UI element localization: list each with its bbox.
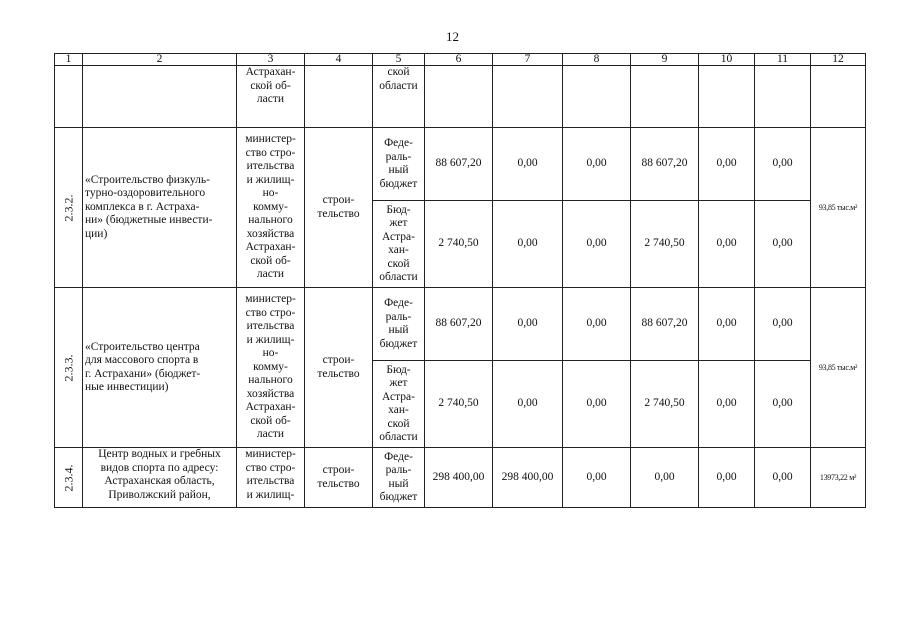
budget-table	[54, 53, 866, 508]
value-cell: 0,00	[755, 288, 811, 361]
value-cell: 0,00	[755, 201, 811, 288]
value-cell: 0,00	[563, 128, 631, 201]
value-cell: 0,00	[563, 288, 631, 361]
value-cell: 2 740,50	[425, 361, 493, 448]
object-name: Центр водных и гребных видов спорта по адресу: Астраханская область, Приволжский район,	[83, 448, 237, 508]
table-row	[55, 288, 866, 361]
header-cell: 2	[83, 54, 237, 66]
header-cell: 1	[55, 54, 83, 66]
value-cell: 298 400,00	[425, 448, 493, 508]
header-cell: 4	[305, 54, 373, 66]
value-cell: 0,00	[493, 128, 563, 201]
value-cell: 0,00	[493, 361, 563, 448]
source-cell: ской области	[373, 66, 425, 128]
value-cell: 88 607,20	[631, 288, 699, 361]
value-cell: 0,00	[563, 361, 631, 448]
work-type: строи- тельство	[305, 288, 373, 448]
value-cell: 88 607,20	[425, 288, 493, 361]
source-cell: Бюд- жет Астра- хан- ской области	[373, 201, 425, 288]
header-cell: 9	[631, 54, 699, 66]
value-cell: 0,00	[563, 201, 631, 288]
source-cell: Феде- раль- ный бюджет	[373, 288, 425, 361]
value-cell: 0,00	[631, 448, 699, 508]
header-cell: 11	[755, 54, 811, 66]
row-id: 2.3.2.	[55, 128, 83, 288]
value-cell: 0,00	[755, 361, 811, 448]
value-cell: 0,00	[699, 288, 755, 361]
value-cell: 2 740,50	[631, 201, 699, 288]
value-cell: 0,00	[699, 448, 755, 508]
header-cell: 6	[425, 54, 493, 66]
value-cell: 298 400,00	[493, 448, 563, 508]
table-row	[55, 128, 866, 201]
value-cell: 0,00	[755, 128, 811, 201]
header-cell: 7	[493, 54, 563, 66]
table-row	[55, 66, 866, 128]
value-cell: 2 740,50	[425, 201, 493, 288]
source-cell: Феде- раль- ный бюджет	[373, 448, 425, 508]
ministry-cell: министер- ство стро- ительства и жилищ- но- комму- нального хозяйства Астрахан- ской об- ласти	[237, 288, 305, 448]
header-cell: 5	[373, 54, 425, 66]
capacity-cell: 93,85 тыс.м²	[811, 288, 866, 448]
capacity-cell: 93,85 тыс.м²	[811, 128, 866, 288]
source-cell: Бюд- жет Астра- хан- ской области	[373, 361, 425, 448]
header-cell: 10	[699, 54, 755, 66]
work-type: строи- тельство	[305, 448, 373, 508]
object-name: «Строительство центра для массового спорта в г. Астрахани» (бюджет- ные инвестиции)	[83, 288, 237, 448]
object-name: «Строительство физкуль- турно-оздоровительного комплекса в г. Астраха- ни» (бюджетные инвести- ции)	[83, 128, 237, 288]
header-cell: 12	[811, 54, 866, 66]
value-cell: 0,00	[563, 448, 631, 508]
ministry-cell: министер- ство стро- ительства и жилищ-	[237, 448, 305, 508]
value-cell: 0,00	[699, 201, 755, 288]
value-cell: 2 740,50	[631, 361, 699, 448]
ministry-cell: Астрахан- ской об- ласти	[237, 66, 305, 128]
value-cell: 0,00	[699, 361, 755, 448]
capacity-cell: 13973,22 м²	[811, 448, 866, 508]
value-cell: 88 607,20	[631, 128, 699, 201]
header-row	[55, 54, 866, 66]
value-cell: 0,00	[493, 288, 563, 361]
row-id: 2.3.3.	[55, 288, 83, 448]
header-cell: 3	[237, 54, 305, 66]
header-cell: 8	[563, 54, 631, 66]
value-cell: 88 607,20	[425, 128, 493, 201]
value-cell: 0,00	[699, 128, 755, 201]
value-cell: 0,00	[755, 448, 811, 508]
ministry-cell: министер- ство стро- ительства и жилищ- но- комму- нального хозяйства Астрахан- ской об- ласти	[237, 128, 305, 288]
value-cell: 0,00	[493, 201, 563, 288]
work-type: строи- тельство	[305, 128, 373, 288]
source-cell: Феде- раль- ный бюджет	[373, 128, 425, 201]
row-id: 2.3.4.	[55, 448, 83, 508]
page-number: 12	[446, 29, 459, 44]
table-row	[55, 448, 866, 508]
